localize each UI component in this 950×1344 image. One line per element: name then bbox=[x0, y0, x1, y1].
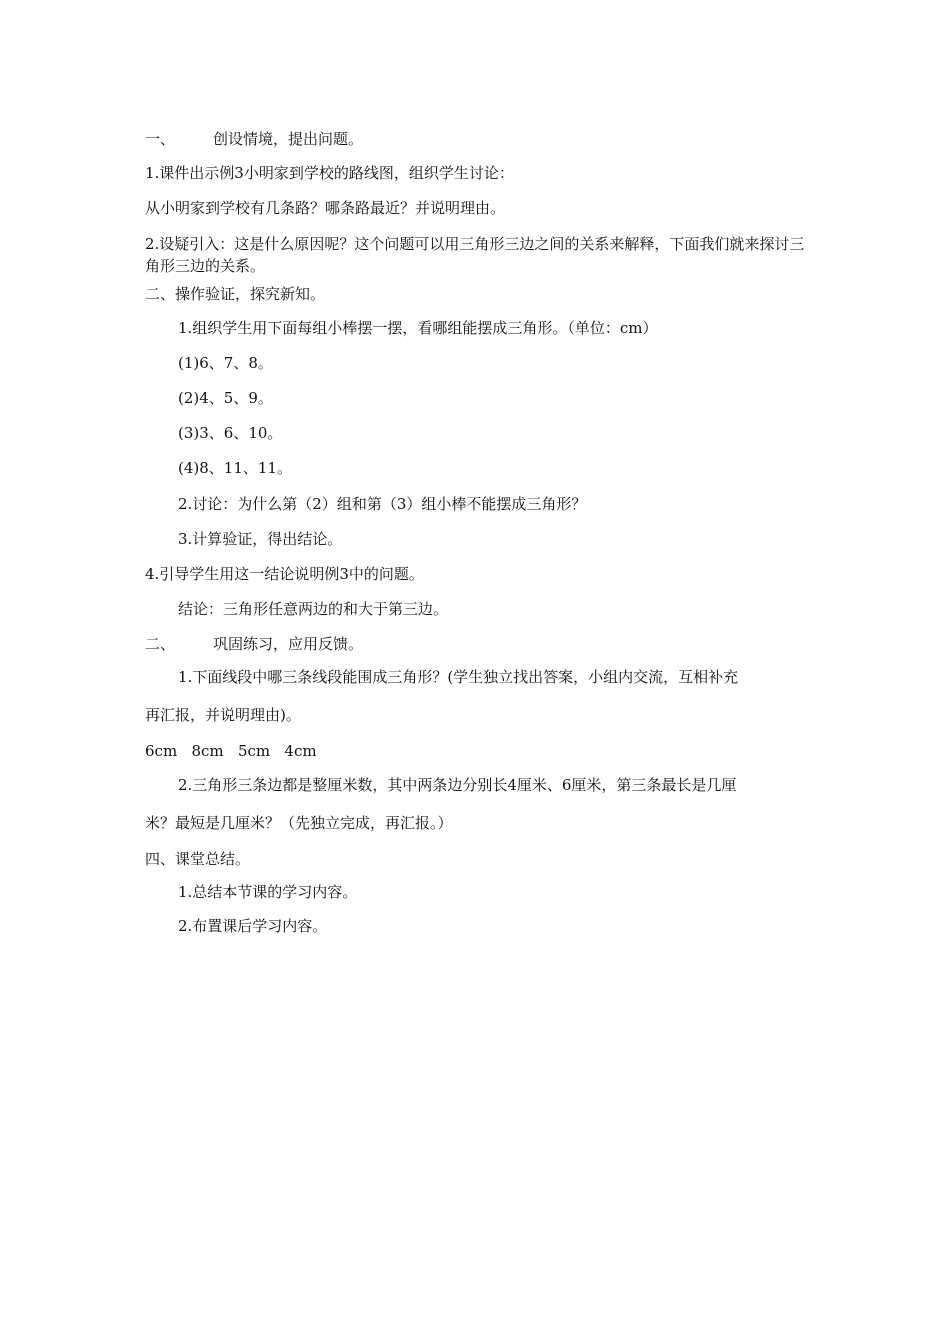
segment-lengths: 6cm 8cm 5cm 4cm bbox=[145, 742, 317, 760]
paragraph: 2.三角形三条边都是整厘米数，其中两条边分别长4厘米、6厘米，第三条最长是几厘 bbox=[178, 776, 737, 794]
section-number: 一、 bbox=[145, 130, 176, 148]
section-title: 巩固练习，应用反馈。 bbox=[213, 635, 364, 653]
paragraph: 米？最短是几厘米？（先独立完成，再汇报。） bbox=[145, 814, 453, 832]
paragraph: 1.下面线段中哪三条线段能围成三角形？(学生独立找出答案，小组内交流，互相补充 bbox=[178, 668, 739, 686]
section-heading-4: 四、课堂总结。 bbox=[145, 850, 251, 868]
list-item: 2.布置课后学习内容。 bbox=[178, 917, 328, 935]
conclusion: 结论：三角形任意两边的和大于第三边。 bbox=[178, 600, 449, 618]
section-title: 创设情境，提出问题。 bbox=[213, 130, 364, 148]
paragraph: 从小明家到学校有几条路？哪条路最近？并说明理由。 bbox=[145, 199, 506, 217]
list-item: 1.总结本节课的学习内容。 bbox=[178, 883, 358, 901]
section-heading-2: 二、操作验证，探究新知。 bbox=[145, 285, 326, 303]
section-heading-1 bbox=[145, 128, 363, 150]
list-item: (4)8、11、11。 bbox=[178, 459, 292, 477]
list-item: (2)4、5、9。 bbox=[178, 389, 273, 407]
section-number: 二、 bbox=[145, 635, 176, 653]
paragraph: 4.引导学生用这一结论说明例3中的问题。 bbox=[145, 565, 424, 583]
paragraph: 2.讨论：为什么第（2）组和第（3）组小棒不能摆成三角形？ bbox=[178, 495, 587, 513]
list-item: (3)3、6、10。 bbox=[178, 424, 283, 442]
paragraph: 1.课件出示例3小明家到学校的路线图，组织学生讨论： bbox=[145, 164, 514, 182]
section-heading-3 bbox=[145, 633, 363, 655]
paragraph: 再汇报，并说明理由)。 bbox=[145, 706, 301, 724]
paragraph: 3.计算验证，得出结论。 bbox=[178, 530, 343, 548]
list-item: (1)6、7、8。 bbox=[178, 354, 273, 372]
paragraph: 1.组织学生用下面每组小棒摆一摆，看哪组能摆成三角形。（单位：cm） bbox=[178, 319, 658, 337]
paragraph: 2.设疑引入：这是什么原因呢？这个问题可以用三角形三边之间的关系来解释，下面我们就来探讨三角形三边的关系。 bbox=[145, 235, 805, 275]
